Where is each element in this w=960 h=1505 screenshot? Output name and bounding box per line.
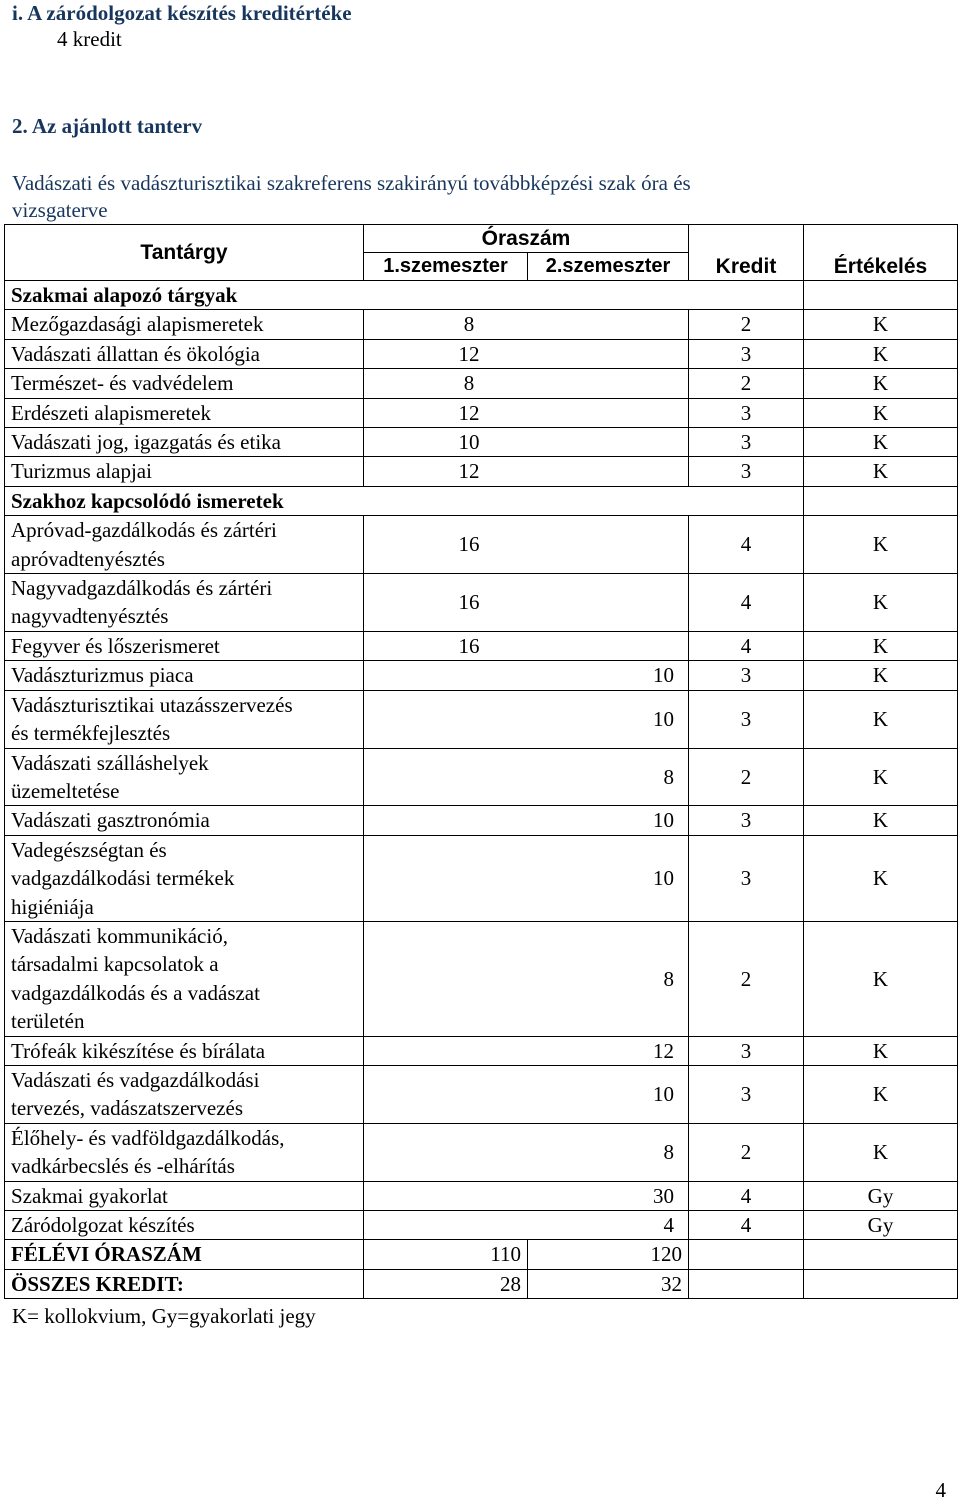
subject-name — [5, 1181, 364, 1210]
credit-value: 3 — [689, 661, 804, 690]
hours-semester-1: 16 — [364, 516, 689, 574]
credit-value: 2 — [689, 310, 804, 339]
section-heading: i. A záródolgozat készítés kreditértéke — [12, 1, 352, 25]
header-evaluation: Értékelés — [804, 225, 958, 281]
subject-name-line: Fegyver és lőszerismeret — [11, 633, 220, 658]
subject-name-line: Vadászati szálláshelyek — [11, 750, 209, 775]
credit-value: 3 — [689, 457, 804, 486]
plan-subtitle-line1: Vadászati és vadászturisztikai szakreferens szakirányú továbbképzési szak óra és — [12, 171, 691, 195]
hours-semester-2: 10 — [364, 835, 689, 921]
subject-name-line: nagyvadtenyésztés — [11, 604, 169, 629]
evaluation-value: K — [804, 369, 958, 398]
empty-cell — [804, 1269, 958, 1298]
empty-cell — [804, 281, 958, 310]
hours-semester-2: 4 — [364, 1211, 689, 1240]
evaluation-value: K — [804, 310, 958, 339]
evaluation-value: K — [804, 398, 958, 427]
subject-name — [5, 921, 364, 1036]
table-row — [5, 1211, 958, 1240]
evaluation-value: K — [804, 339, 958, 368]
hours-semester-1: 8 — [364, 369, 689, 398]
credit-value: 3 — [689, 1036, 804, 1065]
hours-semester-1: 16 — [364, 574, 689, 632]
subject-name-line: üzemeltetése — [11, 778, 120, 803]
subject-name: Természet- és vadvédelem — [5, 369, 364, 398]
subject-name — [5, 574, 364, 632]
subject-name-line: területén — [11, 1009, 85, 1034]
credit-value: 2 — [689, 1123, 804, 1181]
header-hours: Óraszám — [364, 225, 689, 253]
subject-name-line: tervezés, vadászatszervezés — [11, 1096, 244, 1121]
totals-semester-2: 32 — [528, 1269, 689, 1298]
credit-value: 4 — [689, 631, 804, 660]
hours-semester-2: 10 — [364, 806, 689, 835]
empty-cell — [689, 1240, 804, 1269]
header-subject: Tantárgy — [5, 225, 364, 281]
hours-semester-2: 10 — [364, 1065, 689, 1123]
table-row — [5, 398, 958, 427]
hours-semester-1: 8 — [364, 310, 689, 339]
table-row — [5, 690, 958, 748]
hours-semester-2: 10 — [364, 690, 689, 748]
evaluation-value: K — [804, 1036, 958, 1065]
subject-name — [5, 835, 364, 921]
credit-value: 4 — [689, 1181, 804, 1210]
evaluation-value: K — [804, 631, 958, 660]
table-header-row — [5, 225, 958, 253]
hours-semester-2: 8 — [364, 1123, 689, 1181]
totals-label: FÉLÉVI ÓRASZÁM — [5, 1240, 364, 1269]
evaluation-value: K — [804, 1123, 958, 1181]
credit-value: 4 — [689, 1211, 804, 1240]
totals-semester-1: 110 — [364, 1240, 528, 1269]
hours-semester-2: 12 — [364, 1036, 689, 1065]
subject-name: Turizmus alapjai — [5, 457, 364, 486]
section-row — [5, 486, 958, 515]
empty-cell — [689, 1269, 804, 1298]
subject-name-line: Vadegészségtan és — [11, 837, 167, 862]
credit-value: 3 — [689, 1065, 804, 1123]
subject-name-line: Vadászati gasztronómia — [11, 808, 210, 833]
table-row — [5, 1123, 958, 1181]
subject-name-line: vadkárbecslés és -elhárítás — [11, 1154, 235, 1179]
totals-semester-1: 28 — [364, 1269, 528, 1298]
subject-name — [5, 748, 364, 806]
hours-semester-1: 12 — [364, 339, 689, 368]
subject-name-line: Nagyvadgazdálkodás és zártéri — [11, 576, 273, 601]
table-row — [5, 921, 958, 1036]
subject-name-line: apróvadtenyésztés — [11, 546, 165, 571]
subject-name: Vadászati jog, igazgatás és etika — [5, 428, 364, 457]
table-row — [5, 339, 958, 368]
subject-name-line: Élőhely- és vadföldgazdálkodás, — [11, 1125, 285, 1150]
hours-semester-1: 10 — [364, 428, 689, 457]
subject-name — [5, 690, 364, 748]
evaluation-value: Gy — [804, 1211, 958, 1240]
hours-semester-2: 10 — [364, 661, 689, 690]
credit-value: 3 — [689, 428, 804, 457]
page-number: 4 — [935, 1478, 946, 1502]
credit-value: 2 — [689, 748, 804, 806]
subject-name-line: Apróvad-gazdálkodás és zártéri — [11, 518, 277, 543]
hours-semester-1: 16 — [364, 631, 689, 660]
subject-name: Mezőgazdasági alapismeretek — [5, 310, 364, 339]
evaluation-value: K — [804, 921, 958, 1036]
table-row — [5, 457, 958, 486]
hours-semester-1: 12 — [364, 398, 689, 427]
hours-semester-1: 12 — [364, 457, 689, 486]
subject-name-line: Trófeák kikészítése és bírálata — [11, 1038, 266, 1063]
credit-value: 4 kredit — [57, 27, 122, 51]
subject-name-line: Szakmai gyakorlat — [11, 1183, 168, 1208]
legend-note: K= kollokvium, Gy=gyakorlati jegy — [12, 1304, 316, 1328]
credit-value: 3 — [689, 690, 804, 748]
evaluation-value: K — [804, 457, 958, 486]
credit-value: 3 — [689, 339, 804, 368]
table-row — [5, 369, 958, 398]
table-row — [5, 1181, 958, 1210]
empty-cell — [804, 1240, 958, 1269]
subject-name-line: Vadászati kommunikáció, — [11, 923, 228, 948]
table-row — [5, 516, 958, 574]
credit-value: 4 — [689, 574, 804, 632]
section-label-specialized: Szakhoz kapcsolódó ismeretek — [5, 486, 804, 515]
subject-name — [5, 1211, 364, 1240]
table-row — [5, 428, 958, 457]
plan-subtitle-line2: vizsgaterve — [12, 198, 108, 222]
hours-semester-2: 8 — [364, 921, 689, 1036]
subject-name: Vadászati állattan és ökológia — [5, 339, 364, 368]
credit-value: 3 — [689, 398, 804, 427]
subject-name-line: Záródolgozat készítés — [11, 1213, 195, 1237]
header-semester-2: 2.szemeszter — [528, 253, 689, 281]
table-row — [5, 574, 958, 632]
subject-name-line: vadgazdálkodási termékek — [11, 866, 235, 891]
table-row — [5, 806, 958, 835]
subject-name-line: és termékfejlesztés — [11, 721, 171, 746]
credit-value: 3 — [689, 835, 804, 921]
evaluation-value: K — [804, 690, 958, 748]
subject-name-line: Vadászturizmus piaca — [11, 663, 194, 688]
subject-name-line: Vadászturisztikai utazásszervezés — [11, 692, 293, 717]
table-row — [5, 748, 958, 806]
curriculum-table — [4, 224, 958, 1299]
subject-name-line: Vadászati és vadgazdálkodási — [11, 1067, 260, 1092]
totals-semester-2: 120 — [528, 1240, 689, 1269]
credit-value: 3 — [689, 806, 804, 835]
evaluation-value: K — [804, 661, 958, 690]
subject-name-line: higiéniája — [11, 894, 94, 919]
evaluation-value: K — [804, 748, 958, 806]
table-body — [5, 281, 958, 1299]
evaluation-value: K — [804, 1065, 958, 1123]
header-semester-1: 1.szemeszter — [364, 253, 528, 281]
evaluation-value: K — [804, 806, 958, 835]
evaluation-value: Gy — [804, 1181, 958, 1210]
table-row — [5, 1036, 958, 1065]
subject-name — [5, 631, 364, 660]
empty-cell — [804, 486, 958, 515]
hours-semester-2: 30 — [364, 1181, 689, 1210]
credit-value: 4 — [689, 516, 804, 574]
evaluation-value: K — [804, 574, 958, 632]
totals-row — [5, 1269, 958, 1298]
table-row — [5, 631, 958, 660]
subject-name — [5, 661, 364, 690]
subject-name: Erdészeti alapismeretek — [5, 398, 364, 427]
table-row — [5, 835, 958, 921]
subject-name — [5, 1123, 364, 1181]
table-row — [5, 310, 958, 339]
credit-value: 2 — [689, 921, 804, 1036]
header-credit: Kredit — [689, 225, 804, 281]
credit-value: 2 — [689, 369, 804, 398]
section-row — [5, 281, 958, 310]
subject-name — [5, 1065, 364, 1123]
section-label-foundation: Szakmai alapozó tárgyak — [5, 281, 804, 310]
subject-name — [5, 516, 364, 574]
totals-row — [5, 1240, 958, 1269]
evaluation-value: K — [804, 516, 958, 574]
hours-semester-2: 8 — [364, 748, 689, 806]
plan-heading: 2. Az ajánlott tanterv — [12, 114, 203, 138]
evaluation-value: K — [804, 835, 958, 921]
subject-name-line: társadalmi kapcsolatok a — [11, 952, 219, 977]
subject-name — [5, 1036, 364, 1065]
evaluation-value: K — [804, 428, 958, 457]
subject-name-line: vadgazdálkodás és a vadászat — [11, 980, 260, 1005]
table-row — [5, 661, 958, 690]
totals-label: ÖSSZES KREDIT: — [5, 1269, 364, 1298]
table-row — [5, 1065, 958, 1123]
subject-name — [5, 806, 364, 835]
